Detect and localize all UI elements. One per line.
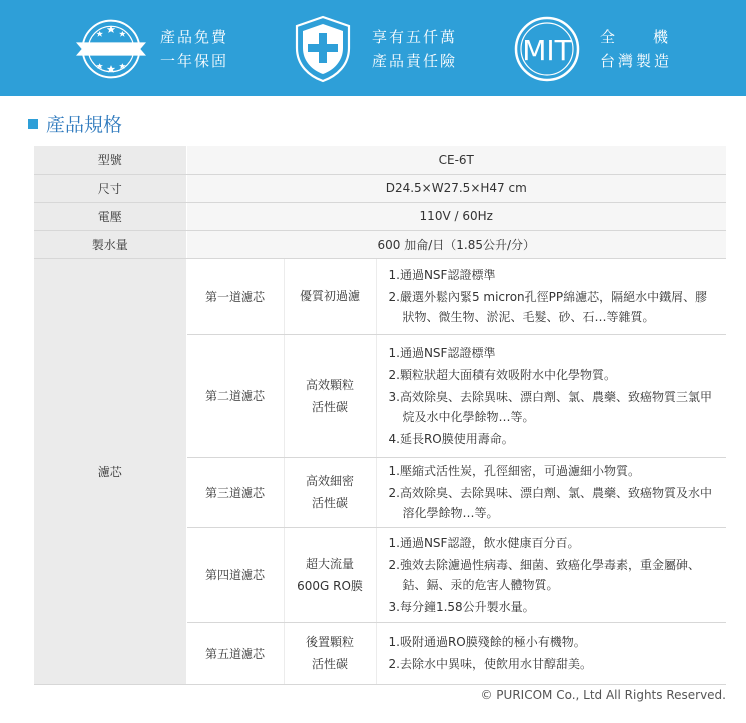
filter-material-line: 活性碳 bbox=[311, 657, 348, 671]
filter-desc-item: 3.高效除臭、去除異味、漂白劑、氯、農藥、致癌物質三氯甲烷及水中化學餘物…等。 bbox=[388, 389, 712, 424]
filter-material-line: 600G RO膜 bbox=[297, 578, 363, 593]
badge1-line2: 一年保固 bbox=[160, 52, 229, 70]
filter-desc-item: 1.吸附通過RO膜殘餘的極小有機物。 bbox=[388, 635, 586, 649]
filter-material-line: 優質初過濾 bbox=[299, 289, 360, 303]
filter-desc-item: 1.通過NSF認證標準 bbox=[388, 268, 496, 282]
filter-material-line: 高效顆粒 bbox=[305, 377, 354, 392]
table-row bbox=[34, 174, 726, 202]
badge3-line1-a: 全 bbox=[600, 28, 654, 46]
filter-desc bbox=[376, 334, 726, 457]
filter-desc bbox=[376, 258, 726, 334]
filter-desc bbox=[376, 622, 726, 684]
badge1-line1: 產品免費 bbox=[160, 28, 229, 46]
mit-circle-icon bbox=[512, 14, 582, 84]
filter-desc-item: 1.通過NSF認證標準 bbox=[388, 345, 496, 360]
filter-desc-item: 2.去除水中異味，使飲用水甘醇甜美。 bbox=[388, 657, 592, 671]
filter-material bbox=[284, 622, 376, 684]
spec-value: 110V / 60Hz bbox=[186, 202, 726, 230]
square-bullet-icon bbox=[28, 119, 38, 129]
filter-desc-item: 1.通過NSF認證，飲水健康百分百。 bbox=[388, 535, 580, 550]
table-row bbox=[34, 230, 726, 258]
spec-label: 尺寸 bbox=[34, 174, 186, 202]
filter-desc-item: 1.壓縮式活性炭，孔徑細密，可過濾細小物質。 bbox=[388, 464, 640, 478]
badge3-line1-b: 機 bbox=[653, 28, 672, 46]
table-row bbox=[34, 202, 726, 230]
filter-stage-name: 第三道濾芯 bbox=[186, 457, 284, 527]
filter-material bbox=[284, 334, 376, 457]
spec-value: D24.5×W27.5×H47 cm bbox=[186, 174, 726, 202]
filter-material bbox=[284, 457, 376, 527]
filter-desc-item: 2.強效去除濾過性病毒、細菌、致癌化學毒素，重金屬砷、鈷、鎘、汞的危害人體物質。 bbox=[388, 557, 700, 592]
spec-value: 600 加侖/日（1.85公升/分） bbox=[186, 230, 726, 258]
spec-table bbox=[34, 146, 726, 685]
filter-stage-name: 第二道濾芯 bbox=[186, 334, 284, 457]
filter-material-line: 活性碳 bbox=[311, 399, 348, 414]
section-title bbox=[28, 110, 122, 137]
filter-label: 濾芯 bbox=[34, 258, 186, 684]
filter-material-line: 活性碳 bbox=[311, 496, 348, 510]
badge2-line2: 產品責任險 bbox=[372, 52, 458, 70]
filter-material-line: 高效細密 bbox=[305, 474, 354, 488]
warranty-badge bbox=[76, 14, 228, 84]
filter-material bbox=[284, 527, 376, 622]
filter-desc bbox=[376, 457, 726, 527]
filter-row bbox=[34, 258, 726, 334]
filter-desc-item: 3.每分鐘1.58公升製水量。 bbox=[388, 599, 535, 614]
filter-material-line: 超大流量 bbox=[305, 556, 354, 571]
filter-desc-item: 2.嚴選外鬆內緊5 micron孔徑PP綿濾芯，隔絕水中鐵屑、膠狀物、微生物、淤泥、毛髮、砂、石…等雜質。 bbox=[388, 290, 708, 324]
badge3-line2: 台灣製造 bbox=[600, 52, 673, 70]
badge2-line1: 享有五仟萬 bbox=[372, 28, 458, 46]
section-title-text: 產品規格 bbox=[46, 114, 123, 136]
filter-desc bbox=[376, 527, 726, 622]
filter-desc-item: 2.高效除臭、去除異味、漂白劑、氯、農藥、致癌物質及水中溶化學餘物…等。 bbox=[388, 486, 712, 520]
filter-desc-item: 2.顆粒狀超大面積有效吸附水中化學物質。 bbox=[388, 367, 616, 382]
insurance-badge bbox=[288, 14, 457, 84]
mit-text: MIT bbox=[522, 34, 572, 67]
filter-stage-name: 第四道濾芯 bbox=[186, 527, 284, 622]
filter-material bbox=[284, 258, 376, 334]
warranty-seal-icon bbox=[76, 14, 146, 84]
filter-material-line: 後置顆粒 bbox=[305, 635, 354, 649]
filter-desc-item: 4.延長RO膜使用壽命。 bbox=[388, 431, 514, 446]
shield-plus-icon bbox=[288, 14, 358, 84]
mit-badge bbox=[512, 14, 672, 84]
spec-label: 製水量 bbox=[34, 230, 186, 258]
top-banner bbox=[0, 0, 746, 96]
spec-value: CE-6T bbox=[186, 146, 726, 174]
filter-stage-name: 第五道濾芯 bbox=[186, 622, 284, 684]
spec-label: 型號 bbox=[34, 146, 186, 174]
filter-stage-name: 第一道濾芯 bbox=[186, 258, 284, 334]
copyright-footer: © PURICOM Co., Ltd All Rights Reserved. bbox=[480, 688, 726, 702]
spec-label: 電壓 bbox=[34, 202, 186, 230]
table-row bbox=[34, 146, 726, 174]
